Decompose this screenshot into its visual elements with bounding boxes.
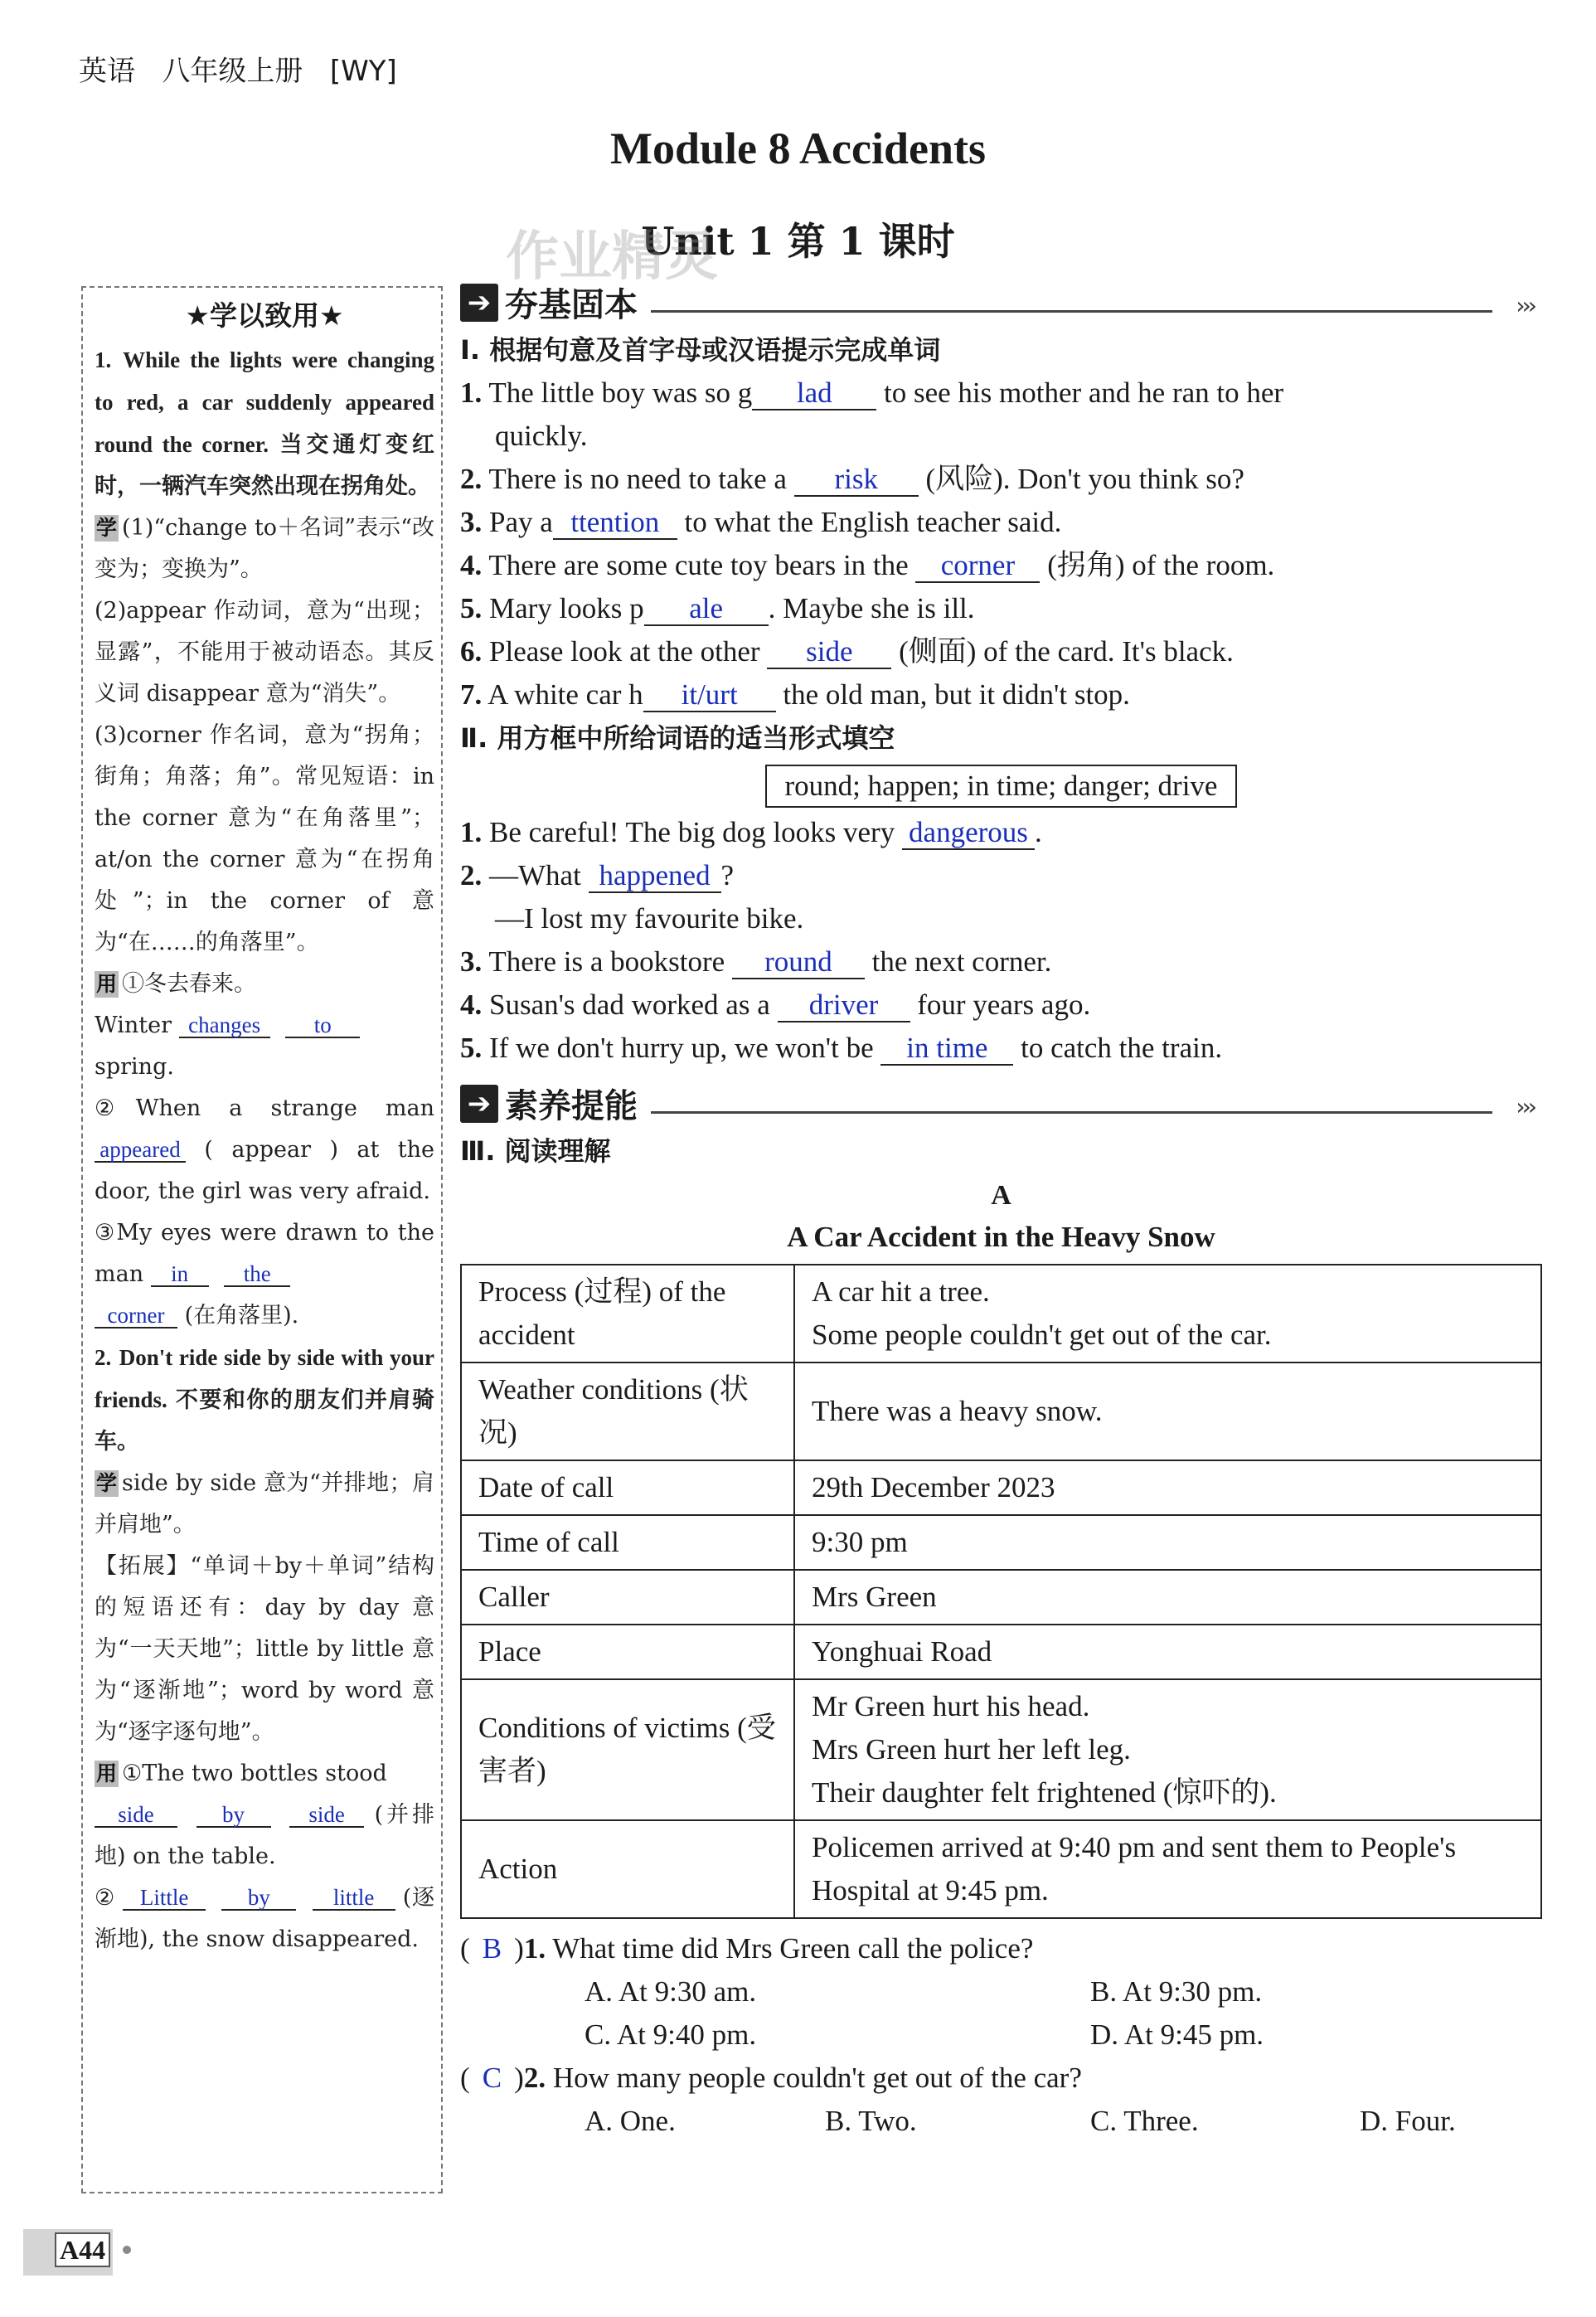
table-value: 9:30 pm: [794, 1515, 1541, 1570]
exercise-block: [95, 1877, 434, 1960]
table-row: [461, 1570, 1541, 1625]
exercise-block: [95, 1212, 434, 1337]
key-sentence: While the lights were changing to red, a car suddenly appeared round the corner.: [95, 347, 434, 457]
exercise-text: ①The two bottles stood: [122, 1761, 387, 1786]
q-text: If we don't hurry up, we won't be: [489, 1032, 874, 1064]
table-label: Place: [461, 1625, 794, 1679]
table-label: Weather conditions (状况): [461, 1363, 794, 1460]
question: [460, 1027, 1542, 1070]
mc-options: [460, 1970, 1542, 2057]
watermark-top: 作业精灵: [506, 226, 718, 288]
question: [460, 630, 1542, 673]
table-label: Time of call: [461, 1515, 794, 1570]
q-text: Susan's dad worked as a: [489, 988, 770, 1021]
page-number: A44: [55, 2232, 110, 2267]
chevrons-icon: ›››: [1516, 292, 1534, 319]
q-text: (侧面) of the card. It's black.: [899, 635, 1234, 668]
answer-blank: lad: [752, 378, 876, 410]
key-translation: 当交通灯变红时，一辆汽车突然出现在拐角处。: [95, 432, 434, 499]
table-label: Date of call: [461, 1460, 794, 1515]
mc-question: ( B )1. What time did Mrs Green call the police?: [460, 1927, 1542, 1970]
option-c: C. Three.: [1090, 2105, 1199, 2137]
use-tag: 用: [96, 972, 118, 996]
exercise-text: Winter: [95, 1013, 172, 1038]
table-row: [461, 1265, 1541, 1363]
mc-options: [460, 2100, 1542, 2143]
answer-blank: ale: [644, 594, 769, 626]
q-text: Be careful! The big dog looks very: [489, 816, 895, 848]
q-text: . Maybe she is ill.: [768, 592, 975, 624]
q-text: The little boy was so g: [488, 376, 753, 409]
table-value: [794, 1265, 1541, 1363]
q-number: 2.: [460, 463, 483, 495]
section-header: [460, 279, 1542, 328]
key-translation: 不要和你的朋友们并肩骑车。: [95, 1387, 435, 1455]
answer-blank: driver: [778, 990, 910, 1022]
value-line: Their daughter felt frightened (惊吓的).: [812, 1776, 1277, 1809]
q-text: What time did Mrs Green call the police?: [552, 1932, 1034, 1965]
value-line: A car hit a tree.: [812, 1275, 990, 1308]
answer-blank: it/urt: [643, 680, 776, 712]
question: [460, 544, 1542, 587]
question: [460, 587, 1542, 630]
table-row: [461, 1625, 1541, 1679]
section-title: 夯基固本: [505, 286, 638, 324]
q-text: A white car h: [488, 678, 643, 711]
q-text: .: [1034, 816, 1042, 848]
table-value: Mrs Green: [794, 1570, 1541, 1625]
exercise-text: ( appear ) at the door, the girl was very afraid.: [95, 1137, 434, 1204]
value-line: Mr Green hurt his head.: [812, 1690, 1090, 1722]
page-header: [79, 48, 397, 89]
option-b: B. At 9:30 pm.: [1090, 1975, 1263, 2008]
exercise-text: ①冬去春来。: [122, 971, 257, 997]
option-d: D. At 9:45 pm.: [1090, 2018, 1264, 2051]
word-box: round; happen; in time; danger; drive: [765, 765, 1238, 808]
q-number: 3.: [460, 945, 483, 978]
exercise-text: (并排地) on the table.: [95, 1802, 434, 1869]
question: [460, 501, 1542, 544]
q-text: —I lost my favourite bike.: [495, 902, 804, 935]
answer-blank: risk: [794, 464, 919, 497]
learn-tag: 学: [96, 1471, 118, 1495]
exercise-block: [95, 1088, 434, 1212]
answer-blank: round: [732, 947, 865, 979]
exercise-text: ③My eyes were drawn to the man: [95, 1220, 434, 1287]
q-text: quickly.: [495, 420, 588, 452]
option-c: C. At 9:40 pm.: [585, 2018, 757, 2051]
table-row: [461, 1363, 1541, 1460]
option-a: A. One.: [585, 2105, 676, 2137]
answer-blank: Little: [123, 1886, 206, 1911]
note-text: side by side 意为“并排地；肩并肩地”。: [95, 1470, 434, 1537]
option-b: B. Two.: [825, 2105, 917, 2137]
q-text: How many people couldn't get out of the car?: [552, 2062, 1082, 2094]
option-d: D. Four.: [1360, 2105, 1456, 2137]
answer-blank: to: [285, 1013, 360, 1038]
table-value: [794, 1679, 1541, 1820]
q-number: 4.: [460, 988, 483, 1021]
table-label: Caller: [461, 1570, 794, 1625]
question: [460, 372, 1542, 458]
question: [460, 811, 1542, 854]
divider: [651, 310, 1492, 313]
q-number: 5.: [460, 1032, 483, 1064]
learn-tag: 学: [96, 516, 118, 540]
mc-answer: C: [482, 2062, 502, 2094]
question: [460, 984, 1542, 1027]
q-number: 1.: [460, 816, 483, 848]
table-row: [461, 1460, 1541, 1515]
q-text: ?: [720, 859, 735, 891]
word-box-wrap: [460, 765, 1542, 808]
exercise-text: (在角落里).: [184, 1303, 299, 1329]
answer-blank: side: [95, 1803, 177, 1828]
q-number: 1.: [460, 376, 483, 409]
passage-letter: A: [991, 1180, 1011, 1211]
item-number: 2.: [95, 1345, 112, 1370]
value-line: Some people couldn't get out of the car.: [812, 1319, 1272, 1351]
q-number: 2.: [460, 859, 483, 891]
q-text: (拐角) of the room.: [1047, 549, 1275, 581]
question: [460, 940, 1542, 984]
chevrons-icon: ›››: [1516, 1093, 1534, 1120]
q-text: There is a bookstore: [488, 945, 725, 978]
part-heading: Ⅰ. 根据句意及首字母或汉语提示完成单词: [460, 334, 941, 366]
q-text: There are some cute toy bears in the: [488, 549, 909, 581]
unit-title: Unit 1 第 1 课时: [641, 219, 955, 264]
answer-blank: the: [224, 1262, 290, 1287]
q-number: 3.: [460, 506, 483, 538]
mc-question: ( C )2. How many people couldn't get out of the car?: [460, 2057, 1542, 2100]
header-grade: 八年级上册: [162, 55, 303, 88]
exercise-block: [95, 1753, 434, 1877]
q-text: Please look at the other: [489, 635, 760, 668]
answer-blank: in: [151, 1262, 209, 1287]
answer-blank: appeared: [95, 1138, 186, 1163]
question: [460, 673, 1542, 716]
answer-blank: little: [313, 1886, 395, 1911]
sidebar-heading: ★学以致用★: [185, 299, 344, 332]
answer-blank: ttention: [553, 508, 677, 540]
q-number: 6.: [460, 635, 483, 668]
q-number: 4.: [460, 549, 483, 581]
exercise-text: spring.: [95, 1054, 174, 1080]
q-number: 1.: [523, 1932, 546, 1965]
header-edition: [WY]: [329, 55, 397, 88]
table-row: [461, 1515, 1541, 1570]
question: [460, 854, 1542, 940]
table-value: There was a heavy snow.: [794, 1363, 1541, 1460]
table-value: Yonghuai Road: [794, 1625, 1541, 1679]
q-text: to see his mother and he ran to her: [884, 376, 1284, 409]
note-block: [95, 508, 434, 590]
exercise-text: (逐渐地), the snow disappeared.: [95, 1885, 434, 1952]
note-block: [95, 1463, 434, 1546]
module-title: Module 8 Accidents: [610, 124, 986, 173]
accident-table: [460, 1264, 1542, 1919]
table-label: Process (过程) of the accident: [461, 1265, 794, 1363]
q-text: Mary looks p: [489, 592, 644, 624]
q-text: the old man, but it didn't stop.: [783, 678, 1130, 711]
answer-blank: dangerous: [902, 818, 1035, 850]
note-text: (2)appear 作动词，意为“出现；显露”，不能用于被动语态。其反义词 disappear 意为“消失”。: [95, 598, 434, 707]
q-text: four years ago.: [917, 988, 1091, 1021]
item-number: 1.: [95, 347, 112, 372]
answer-blank: in time: [880, 1033, 1013, 1066]
note-text: 【拓展】“单词＋by＋单词”结构的短语还有：day by day 意为“一天天地”；little by little 意为“逐渐地”；word by word 意为“逐字逐句地”。: [95, 1553, 434, 1745]
section-title: 素养提能: [505, 1087, 638, 1125]
q-text: (风险). Don't you think so?: [925, 463, 1244, 495]
q-text: There is no need to take a: [488, 463, 787, 495]
header-subject: 英语: [79, 55, 135, 88]
answer-blank: by: [221, 1886, 296, 1911]
note-text: (3)corner 作名词，意为“拐角；街角；角落；角”。常见短语：in the corner 意为“在角落里”；at/on the corner 意为“在拐角处”；in the corner of 意为“在……的角落里”。: [95, 722, 434, 955]
table-row: [461, 1820, 1541, 1918]
exercise-text: ②When a strange man: [95, 1095, 434, 1121]
exercise-text: ②: [95, 1885, 115, 1911]
mc-answer: B: [482, 1932, 502, 1965]
part-heading: Ⅱ. 用方框中所给词语的适当形式填空: [460, 722, 895, 754]
section-header: [460, 1080, 1542, 1129]
note-text: (1)“change to＋名词”表示“改变为；变换为”。: [95, 515, 434, 582]
q-number: 2.: [523, 2062, 546, 2094]
q-text: —What: [489, 859, 581, 891]
q-number: 7.: [460, 678, 483, 711]
q-text: to catch the train.: [1021, 1032, 1223, 1064]
answer-blank: corner: [95, 1304, 177, 1329]
q-number: 5.: [460, 592, 483, 624]
sidebar-box: [81, 286, 443, 2193]
q-text: Pay a: [489, 506, 553, 538]
dot-icon: [123, 2246, 131, 2254]
q-text: the next corner.: [871, 945, 1052, 978]
table-row: [461, 1679, 1541, 1820]
table-value: 29th December 2023: [794, 1460, 1541, 1515]
answer-blank: side: [289, 1803, 364, 1828]
use-tag: 用: [96, 1761, 118, 1785]
question: [460, 458, 1542, 501]
exercise-block: [95, 964, 434, 1088]
answer-blank: corner: [915, 551, 1040, 583]
sidebar-item-2: [95, 1337, 434, 1463]
answer-blank: happened: [589, 861, 721, 893]
option-a: A. At 9:30 am.: [585, 1975, 757, 2008]
table-value: Policemen arrived at 9:40 pm and sent them to People's Hospital at 9:45 pm.: [794, 1820, 1541, 1918]
section-1: [460, 279, 1542, 1070]
key-sentence: Don't ride side by side with your friends.: [95, 1345, 434, 1412]
value-line: Mrs Green hurt her left leg.: [812, 1733, 1131, 1766]
part-heading: Ⅲ. 阅读理解: [460, 1135, 611, 1167]
arrow-right-icon: ➔: [460, 1085, 498, 1123]
table-label: Conditions of victims (受害者): [461, 1679, 794, 1820]
q-text: to what the English teacher said.: [684, 506, 1062, 538]
answer-blank: changes: [179, 1013, 270, 1038]
sidebar-item-1: [95, 339, 434, 508]
table-label: Action: [461, 1820, 794, 1918]
arrow-right-icon: ➔: [460, 284, 498, 322]
divider: [651, 1111, 1492, 1114]
passage-title: A Car Accident in the Heavy Snow: [787, 1221, 1215, 1253]
answer-blank: side: [767, 637, 891, 669]
answer-blank: by: [196, 1803, 271, 1828]
section-2: [460, 1080, 1542, 2143]
